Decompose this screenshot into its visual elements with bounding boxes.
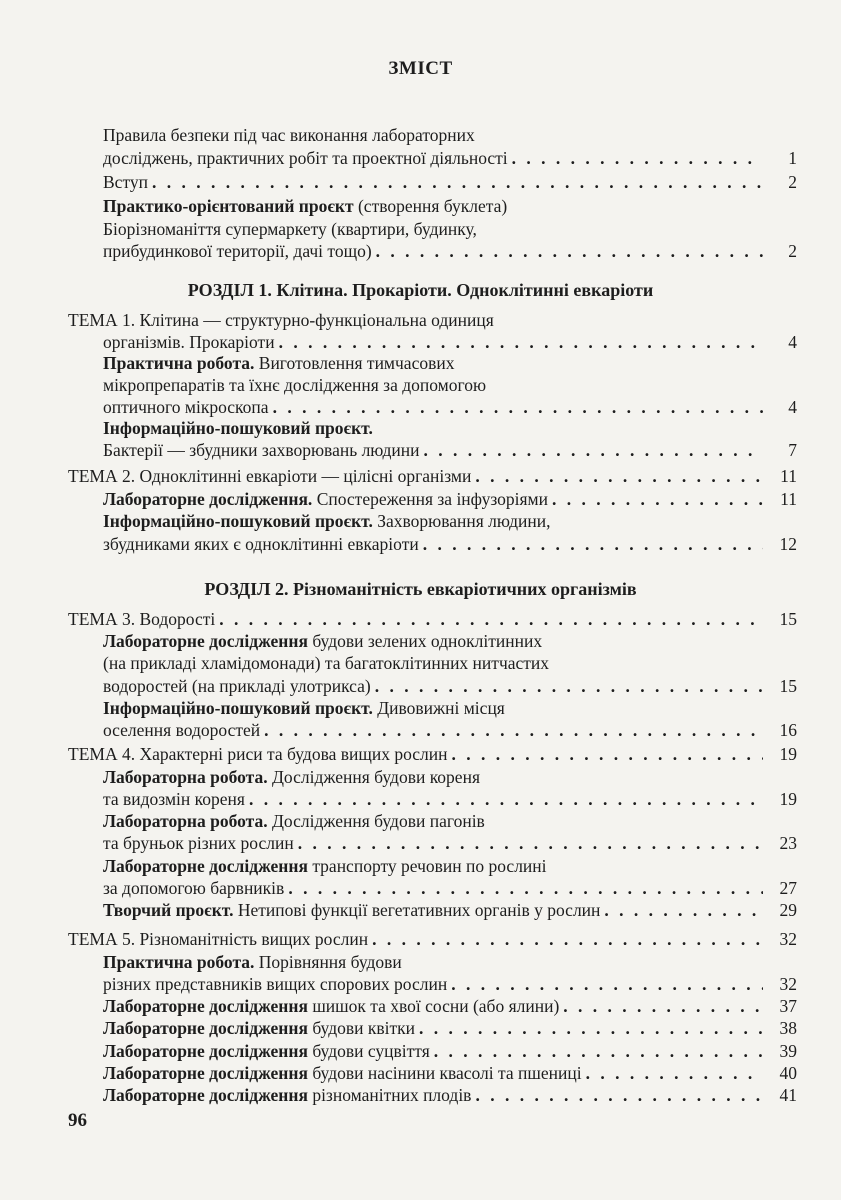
toc-line: Лабораторна робота. Дослідження будови пагонів [103, 811, 485, 831]
toc-entry-topic-2[interactable]: ТЕМА 2. Одноклітинні евкаріоти — цілісні організми . . . 11 [68, 466, 797, 488]
page-ref: 29 [779, 900, 797, 920]
page-ref: 23 [779, 833, 797, 853]
page-title: ЗМІСТ [388, 58, 453, 79]
page-ref: 4 [788, 397, 797, 417]
toc-line: Практична робота. Порівняння будови [103, 952, 402, 972]
page-ref: 39 [779, 1041, 797, 1061]
page-ref: 38 [779, 1018, 797, 1038]
toc-line: Біорізноманіття супермаркету (квартири, будинку, [103, 219, 477, 239]
page-ref: 7 [788, 440, 797, 460]
toc-entry-lab-study-3[interactable]: за допомогою барвників . . . 27 [103, 878, 797, 900]
page-ref: 37 [779, 996, 797, 1016]
toc-line: Практична робота. Виготовлення тимчасових [103, 353, 455, 373]
page-ref: 16 [779, 720, 797, 740]
page-ref: 1 [788, 148, 797, 168]
toc-entry-topic-4[interactable]: ТЕМА 4. Характерні риси та будова вищих рослин . . . 19 [68, 744, 797, 766]
toc-line: Інформаційно-пошуковий проєкт. [103, 418, 373, 438]
toc-entry-info-project-2[interactable]: збудниками яких є одноклітинні евкаріоти . . . 12 [103, 534, 797, 556]
toc-entry-practical-work-2[interactable]: різних представників вищих спорових рослин . . . 32 [103, 974, 797, 996]
toc-line: Лабораторна робота. Дослідження будови кореня [103, 767, 480, 787]
toc-entry-lab-study-6[interactable]: Лабораторне дослідження будови суцвіття . . . 39 [103, 1041, 797, 1063]
toc-line: мікропрепаратів та їхнє дослідження за допомогою [103, 375, 487, 395]
toc-entry-lab-study-7[interactable]: Лабораторне дослідження будови насінини квасолі та пшениці . . . 40 [103, 1063, 797, 1085]
page-ref: 19 [779, 744, 797, 764]
section-heading: РОЗДІЛ 1. Клітина. Прокаріоти. Одноклітинні евкаріоти [187, 280, 654, 300]
page-ref: 40 [779, 1063, 797, 1083]
page-number: 96 [68, 1110, 87, 1131]
toc-entry-info-project-1[interactable]: Бактерії — збудники захворювань людини . . . 7 [103, 440, 797, 462]
toc-line: Практико-орієнтований проєкт (створення буклета) [103, 196, 508, 216]
page-ref: 32 [779, 974, 797, 994]
toc-entry-topic-3[interactable]: ТЕМА 3. Водорості . . . 15 [68, 609, 797, 631]
section-heading: РОЗДІЛ 2. Різноманітність евкаріотичних організмів [204, 579, 637, 599]
toc-entry-practical-project[interactable]: прибудинкової території, дачі тощо) . . . 2 [103, 241, 797, 263]
page-ref: 32 [779, 929, 797, 949]
toc-entry-lab-study-5[interactable]: Лабораторне дослідження будови квітки . . . 38 [103, 1018, 797, 1040]
page-ref: 2 [788, 172, 797, 192]
toc-entry-lab-work-2[interactable]: та бруньок різних рослин . . . 23 [103, 833, 797, 855]
toc-entry-lab-study-2[interactable]: водоростей (на прикладі улотрикса) . . . 15 [103, 676, 797, 698]
toc-line: Правила безпеки під час виконання лабораторних [103, 125, 475, 145]
toc-entry-lab-study-1[interactable]: Лабораторне дослідження. Спостереження за інфузоріями . . . 11 [103, 489, 797, 511]
toc-line: Інформаційно-пошуковий проєкт. Дивовижні місця [103, 698, 505, 718]
toc-entry-creative-project[interactable]: Творчий проєкт. Нетипові функції вегетативних органів у рослин . . . 29 [103, 900, 797, 922]
page-ref: 41 [779, 1085, 797, 1105]
toc-entry-lab-study-4[interactable]: Лабораторне дослідження шишок та хвої сосни (або ялини) . . . 37 [103, 996, 797, 1018]
toc-entry-safety-rules[interactable]: досліджень, практичних робіт та проектної діяльності . . . 1 [103, 148, 797, 170]
toc-entry-topic-1[interactable]: організмів. Прокаріоти . . . 4 [103, 332, 797, 354]
toc-line: ТЕМА 1. Клітина — структурно-функціональна одиниця [68, 310, 494, 330]
page-ref: 4 [788, 332, 797, 352]
toc-entry-info-project-3[interactable]: оселення водоростей . . . 16 [103, 720, 797, 742]
toc-entry-practical-work-1[interactable]: оптичного мікроскопа . . . 4 [103, 397, 797, 419]
page-ref: 11 [780, 466, 797, 486]
page-ref: 15 [779, 676, 797, 696]
toc-line: Лабораторне дослідження будови зелених одноклітинних [103, 631, 543, 651]
toc-entry-lab-work-1[interactable]: та видозмін кореня . . . 19 [103, 789, 797, 811]
toc-line: Лабораторне дослідження транспорту речовин по рослині [103, 856, 547, 876]
toc-line: Інформаційно-пошуковий проєкт. Захворювання людини, [103, 511, 551, 531]
page-ref: 12 [779, 534, 797, 554]
toc-entry-intro[interactable]: Вступ . . . 2 [103, 172, 797, 194]
toc-line: (на прикладі хламідомонади) та багатоклітинних нитчастих [103, 653, 550, 673]
page-ref: 19 [779, 789, 797, 809]
page-ref: 15 [779, 609, 797, 629]
toc-entry-topic-5[interactable]: ТЕМА 5. Різноманітність вищих рослин . . . 32 [68, 929, 797, 951]
page-ref: 11 [780, 489, 797, 509]
page-ref: 2 [788, 241, 797, 261]
page-ref: 27 [779, 878, 797, 898]
toc-entry-lab-study-8[interactable]: Лабораторне дослідження різноманітних плодів . . . 41 [103, 1085, 797, 1107]
